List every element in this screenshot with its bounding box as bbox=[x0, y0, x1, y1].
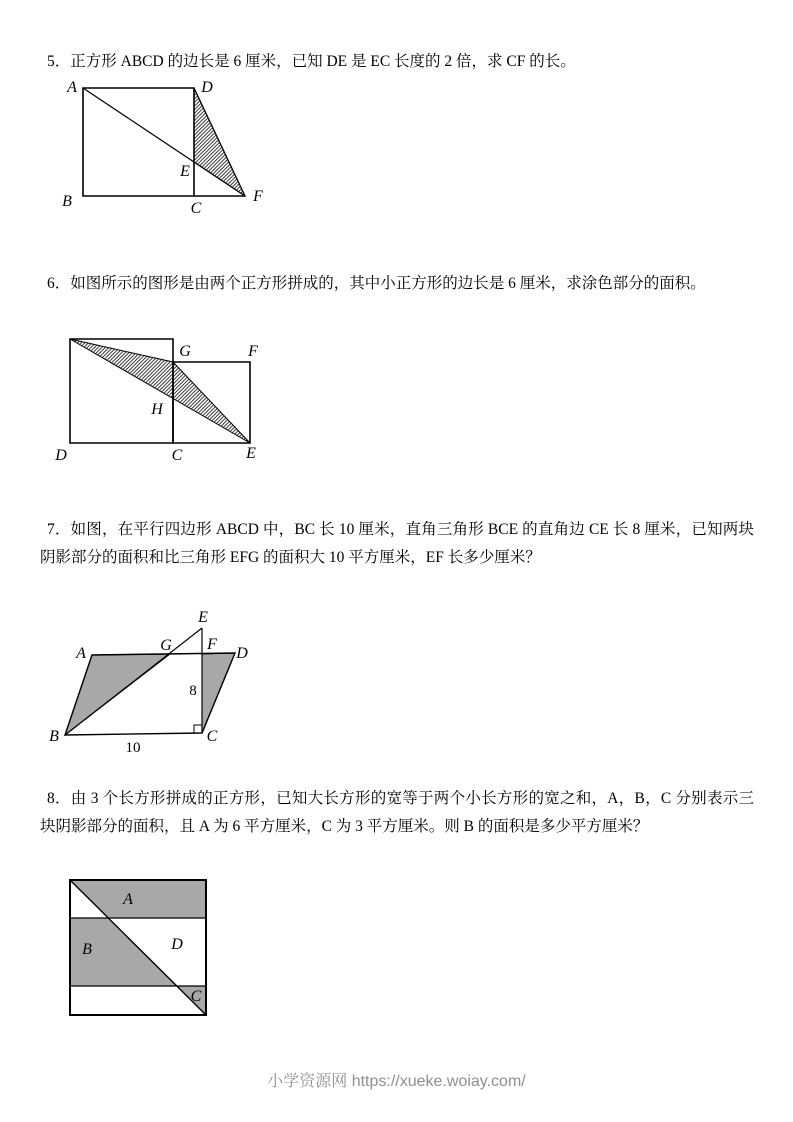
fig7-right-angle-mark bbox=[194, 725, 202, 733]
fig5-label-C: C bbox=[190, 200, 202, 217]
fig7-dim-ce: 8 bbox=[189, 683, 197, 699]
fig7-label-F: F bbox=[207, 636, 217, 653]
fig8-label-C: C bbox=[190, 988, 202, 1005]
fig6-label-D: D bbox=[55, 447, 67, 464]
fig5-square-ABCD bbox=[83, 88, 194, 196]
fig7-label-G: G bbox=[160, 637, 172, 654]
problem-5-body: 正方形 ABCD 的边长是 6 厘米，已知 DE 是 EC 长度的 2 倍，求 CF 的长。 bbox=[70, 53, 576, 70]
problem-7-body: 如图，在平行四边形 ABCD 中，BC 长 10 厘米，直角三角形 BCE 的直角边 CE 长 8 厘米，已知两块阴影部分的面积和比三角形 EFG 的面积大 10 平方厘米，EF 长多少厘米？ bbox=[40, 521, 754, 566]
fig5-label-F: F bbox=[253, 188, 263, 205]
problem-7-text bbox=[40, 516, 754, 572]
footer-watermark: 小学资源网 https://xueke.woiay.com/ bbox=[267, 1073, 526, 1090]
fig5-label-D: D bbox=[201, 80, 213, 96]
problem-5-number: 5． bbox=[47, 53, 71, 70]
problem-6-body: 如图所示的图形是由两个正方形拼成的，其中小正方形的边长是 6 厘米，求涂色部分的面积。 bbox=[70, 275, 706, 292]
problem-6-number: 6． bbox=[47, 275, 71, 292]
problem-6-text bbox=[40, 270, 754, 298]
fig8-label-A: A bbox=[123, 891, 133, 908]
problem-8-number: 8． bbox=[47, 790, 71, 807]
fig6-label-H: H bbox=[151, 401, 163, 418]
figure-problem-8 bbox=[60, 872, 220, 1027]
problem-7-number: 7． bbox=[47, 521, 71, 538]
fig6-hatched-sliver bbox=[70, 339, 250, 443]
fig8-label-D: D bbox=[171, 936, 183, 953]
fig6-label-G: G bbox=[179, 343, 191, 360]
fig6-label-C: C bbox=[171, 447, 183, 464]
fig7-label-B: B bbox=[49, 728, 59, 745]
fig7-label-E: E bbox=[198, 609, 208, 626]
fig5-label-B: B bbox=[62, 193, 72, 210]
figure-problem-7 bbox=[45, 608, 260, 758]
problem-8-body: 由 3 个长方形拼成的正方形，已知大长方形的宽等于两个小长方形的宽之和，A，B，C 分别表示三块阴影部分的面积，且 A 为 6 平方厘米，C 为 3 平方厘米。则 B 的面积是多少平方厘米？ bbox=[40, 790, 754, 835]
fig5-line-AF bbox=[83, 88, 245, 196]
fig5-label-E: E bbox=[180, 163, 190, 180]
fig8-label-B: B bbox=[82, 941, 92, 958]
problem-5-text bbox=[40, 48, 754, 76]
fig7-dim-bc: 10 bbox=[125, 740, 141, 756]
fig7-label-C: C bbox=[206, 728, 218, 745]
fig6-label-F: F bbox=[248, 343, 258, 360]
fig7-label-A: A bbox=[76, 645, 86, 662]
fig6-label-E: E bbox=[246, 445, 256, 462]
fig8-shaded-region-A bbox=[70, 880, 206, 918]
fig7-label-D: D bbox=[236, 645, 248, 662]
problem-8-text bbox=[40, 785, 754, 841]
figure-problem-5 bbox=[55, 80, 270, 220]
figure-problem-6 bbox=[55, 333, 270, 468]
fig5-label-A: A bbox=[67, 80, 77, 96]
